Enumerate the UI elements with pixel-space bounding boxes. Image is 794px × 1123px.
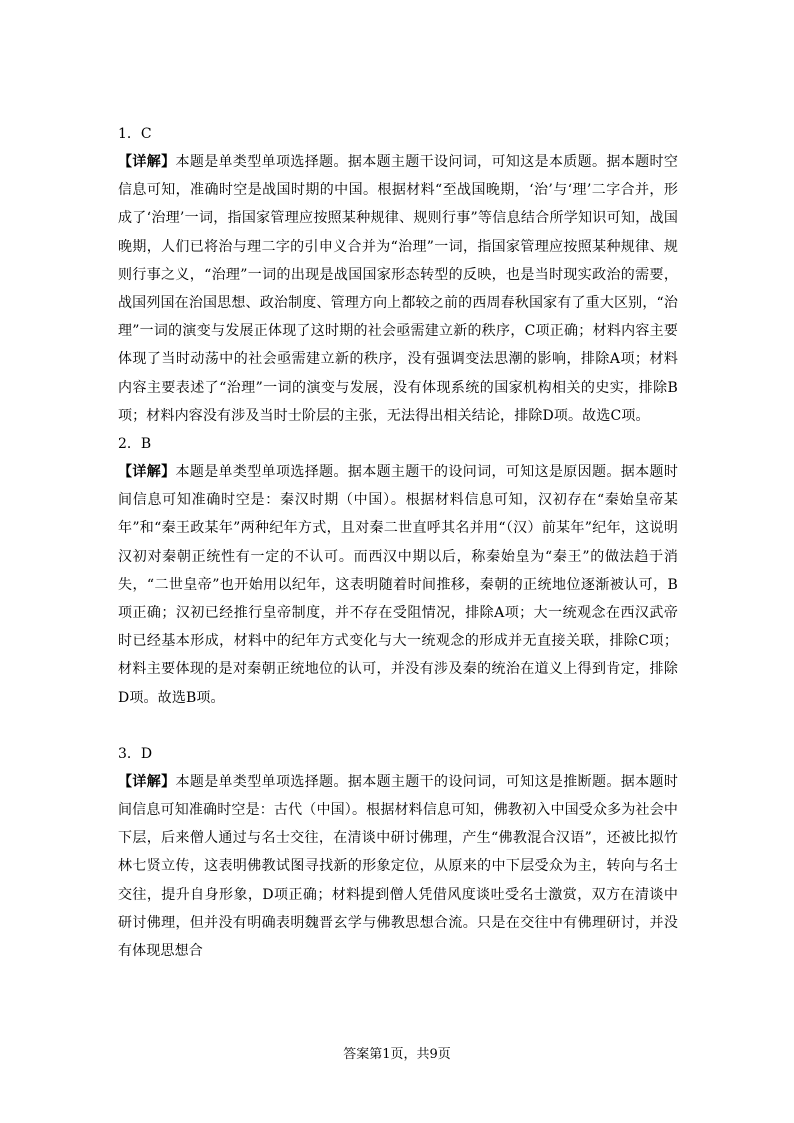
question-2-tag: 【详解】	[118, 464, 176, 481]
question-2-text: 本题是单类型单项选择题。据本题主题干的设问词，可知这是原因题。据本题时间信息可知准确时空是：秦汉时期（中国）。根据材料信息可知，汉初存在“秦始皇帝某年”和“秦王政某年”两种纪年方式，且对秦二世直呼其名并用“（汉）前某年”纪年，这说明汉初对秦朝正统性有一定的不认可。而西汉中期以后，称秦始皇为“秦王”的做法趋于消失，“二世皇帝”也开始用以纪年，这表明随着时间推移，秦朝的正统地位逐渐被认可，B项正确；汉初已经推行皇帝制度，并不存在受阻情况，排除A项；大一统观念在西汉武帝时已经基本形成，材料中的纪年方式变化与大一统观念的形成并无直接关联，排除C项；材料主要体现的是对秦朝正统地位的认可，并没有涉及秦的统治在道义上得到肯定，排除D项。故选B项。	[118, 464, 679, 706]
page-footer: 答案第1页，共9页	[343, 1047, 451, 1062]
question-1-tag: 【详解】	[118, 154, 176, 170]
question-1-text: 本题是单类型单项选择题。据本题主题干设问词，可知这是本质题。据本题时空信息可知，准确时空是战国时期的中国。根据材料“至战国晚期，‘治’与‘理’二字合并，形成了‘治理’一词，指国家管理应按照某种规律、规则行事”等信息结合所学知识可知，战国晚期，人们已将治与理二字的引申义合并为“治理”一词，指国家管理应按照某种规律、规则行事之义，“治理”一词的出现是战国国家形态转型的反映，也是当时现实政治的需要，战国列国在治国思想、政治制度、管理方向上都较之前的西周春秋国家有了重大区别，“治理”一词的演变与发展正体现了这时期的社会亟需建立新的秩序，C项正确；材料内容主要体现了当时动荡中的社会亟需建立新的秩序，没有强调变法思潮的影响，排除A项；材料内容主要表述了“治理”一词的演变与发展，没有体现系统的国家机构相关的史实，排除B项；材料内容没有涉及当时士阶层的主张，无法得出相关结论，排除D项。故选C项。	[118, 154, 679, 424]
question-2-explanation	[118, 458, 678, 712]
question-1-explanation	[118, 148, 678, 430]
question-3-number: 3．D	[118, 745, 153, 762]
answer-content	[118, 120, 678, 965]
paragraph-gap	[118, 712, 678, 740]
question-2-number: 2．B	[118, 436, 152, 453]
question-3-text: 本题是单类型单项选择题。据本题主题干的设问词，可知这是推断题。据本题时间信息可知准确时空是：古代（中国）。根据材料信息可知，佛教初入中国受众多为社会中下层，后来僧人通过与名士交往，在清谈中研讨佛理，产生“佛教混合汉语”，还被比拟竹林七贤立传，这表明佛教试图寻找新的形象定位，从原来的中下层受众为主，转向与名士交往，提升自身形象，D项正确；材料提到僧人凭借风度谈吐受名士激赏，双方在清谈中研讨佛理，但并没有明确表明魏晋玄学与佛教思想合流。只是在交往中有佛理研讨，并没有体现思想合	[118, 773, 679, 960]
question-3-explanation	[118, 768, 678, 965]
question-1-number: 1．C	[118, 126, 152, 142]
question-3-tag: 【详解】	[118, 773, 176, 790]
